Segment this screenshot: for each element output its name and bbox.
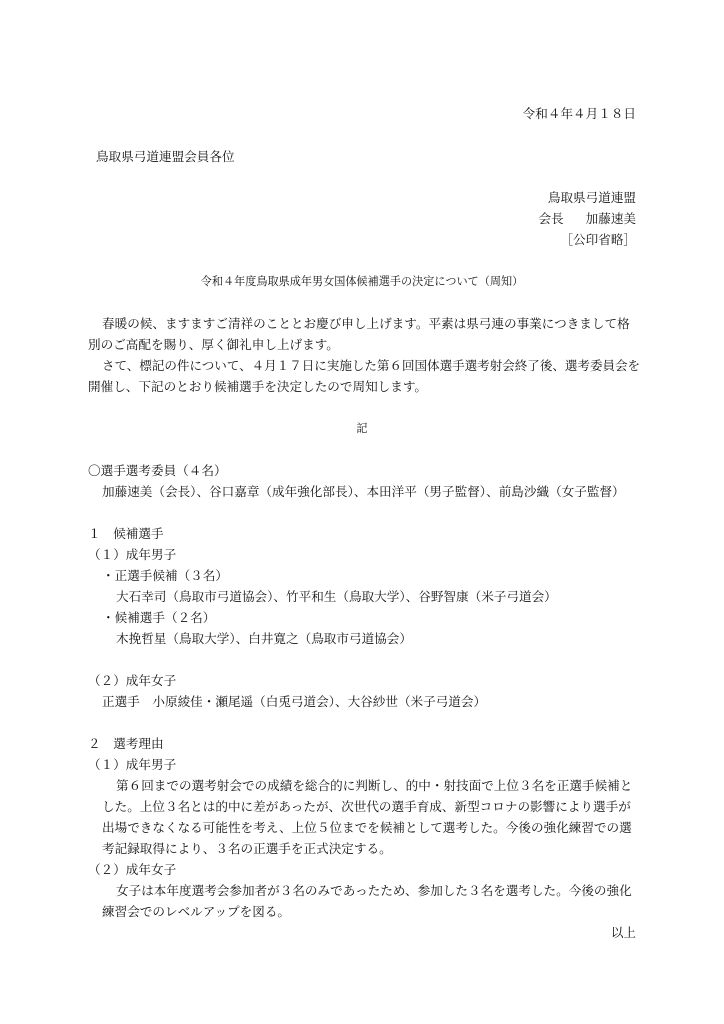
sender-signature	[538, 211, 636, 227]
committee-heading: 〇選手選考委員（４名）	[88, 463, 227, 478]
sender-name: 加藤速美	[585, 211, 636, 226]
sender-role: 会長	[538, 211, 564, 226]
section1-heading: １ 候補選手	[88, 526, 164, 541]
section2-women-label: （２）成年女子	[88, 862, 177, 877]
section2-men-line2: した。上位３名とは的中に差があったが、次世代の選手育成、新型コロナの影響により選手が	[102, 799, 631, 814]
closing-mark: 以上	[610, 925, 636, 940]
section1-women-label: （２）成年女子	[88, 673, 177, 688]
sender-organization: 鳥取県弓道連盟	[547, 190, 636, 205]
intro-p2-line1: さて、標記の件について、４月１７日に実施した第６回国体選手選考射会終了後、選考委員会を	[102, 358, 641, 373]
section2-women-line2: 練習会でのレベルアップを図る。	[102, 904, 291, 919]
regular-candidates-names: 大石幸司（鳥取市弓道協会）、竹平和生（鳥取大学）、谷野智康（米子弓道会）	[116, 589, 557, 604]
section2-men-line4: 考記録取得により、３名の正選手を正式決定する。	[102, 841, 392, 856]
candidates-label: ・候補選手（２名）	[102, 610, 216, 625]
section2-women-line1: 女子は本年度選考会参加者が３名のみであったため、参加した３名を選考した。今後の強化	[116, 883, 632, 898]
document-title: 令和４年度鳥取県成年男女国体候補選手の決定について（周知）	[200, 275, 524, 288]
candidates-names: 木挽哲星（鳥取大学）、白井寛之（鳥取市弓道協会）	[116, 631, 412, 646]
section2-men-line1: 第６回までの選考射会での成績を総合的に判断し、的中・射技面で上位３名を正選手候補と	[116, 778, 633, 793]
seal-note: ［公印省略］	[560, 232, 636, 247]
section2-men-line3: 出場できなくなる可能性を考え、上位５位までを候補として選考した。今後の強化練習での選	[102, 820, 632, 835]
intro-p2-line2: 開催し、下記のとおり候補選手を決定したので周知します。	[88, 379, 428, 394]
section1-women-line: 正選手 小原綾佳・瀬尾遥（白兎弓道会）、大谷紗世（米子弓道会）	[102, 694, 487, 709]
intro-p1-line1: 春暖の候、ますますご清祥のこととお慶び申し上げます。平素は県弓連の事業につきまして格	[102, 316, 630, 331]
document-date: 令和４年４月１８日	[522, 106, 636, 121]
committee-members: 加藤速美（会長）、谷口嘉章（成年強化部長）、本田洋平（男子監督）、前島沙織（女子監督）	[102, 484, 625, 499]
ki-marker: 記	[356, 422, 368, 435]
section1-men-label: （１）成年男子	[88, 547, 177, 562]
section2-heading: ２ 選考理由	[88, 736, 164, 751]
intro-p1-line2: 別のご高配を賜り、厚く御礼申し上げます。	[88, 337, 339, 352]
regular-candidates-label: ・正選手候補（３名）	[102, 568, 228, 583]
section2-men-label: （１）成年男子	[88, 757, 177, 772]
addressee: 鳥取県弓道連盟会員各位	[96, 149, 235, 164]
